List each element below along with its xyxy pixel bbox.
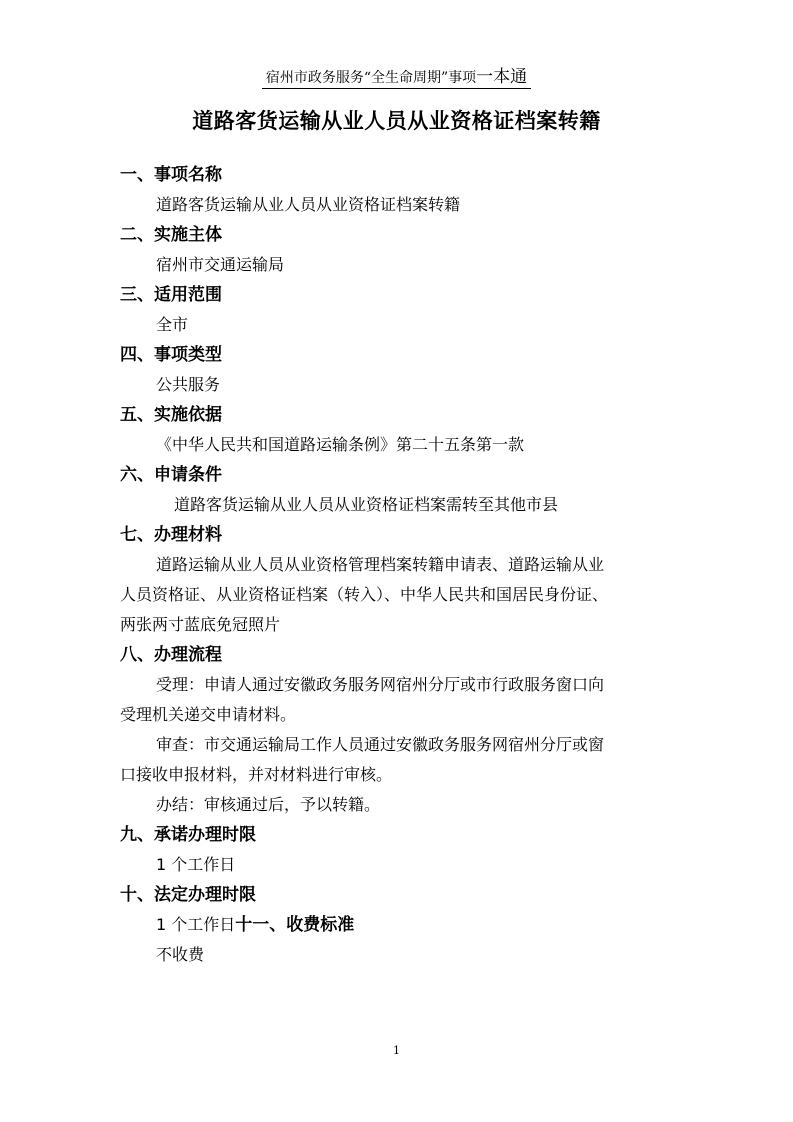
section-6-title: 六、申请条件 [120,465,222,485]
section-11-content: 不收费 [156,945,205,964]
section-7-line-1: 道路运输从业人员从业资格管理档案转籍申请表、道路运输从业 [156,555,605,574]
section-9-content: 1 个工作日 [156,855,236,874]
section-8-line-1: 受理：申请人通过安徽政务服务网宿州分厅或市行政服务窗口向 [156,675,605,694]
section-8-title: 八、办理流程 [120,645,222,665]
document-body [120,160,680,970]
section-7-line-3: 两张两寸蓝底免冠照片 [120,615,281,634]
section-4-title: 四、事项类型 [120,345,222,365]
section-10-title: 十、法定办理时限 [120,885,256,905]
section-8-line-5: 办结：审核通过后，予以转籍。 [156,795,381,814]
section-7-line-2: 人员资格证、从业资格证档案（转入）、中华人民共和国居民身份证、 [120,585,609,604]
section-8-line-3: 审查：市交通运输局工作人员通过安徽政务服务网宿州分厅或窗 [156,735,605,754]
document-title: 道路客货运输从业人员从业资格证档案转籍 [192,109,601,133]
section-7-title: 七、办理材料 [120,525,222,545]
section-2-title: 二、实施主体 [120,225,222,245]
section-10-content: 1 个工作日 [156,915,236,934]
page-header [0,62,793,89]
section-5-title: 五、实施依据 [120,405,222,425]
section-11-title: 十一、收费标准 [235,915,355,935]
section-8-line-4: 口接收申报材料，并对材料进行审核。 [120,765,393,784]
section-3-content: 全市 [156,315,189,334]
section-6-content: 道路客货运输从业人员从业资格证档案需转至其他市县 [174,495,559,514]
section-2-content: 宿州市交通运输局 [156,255,285,274]
section-4-content: 公共服务 [156,375,221,394]
header-text: 宿州市政务服务“全生命周期”事项 [265,70,477,86]
section-5-content: 《中华人民共和国道路运输条例》第二十五条第一款 [156,435,525,454]
page-number: 1 [393,1044,400,1057]
section-8-line-2: 受理机关递交申请材料。 [120,705,297,724]
section-10-content-line [120,910,680,940]
section-3-title: 三、适用范围 [120,285,222,305]
section-9-title: 九、承诺办理时限 [120,825,256,845]
section-1-content: 道路客货运输从业人员从业资格证档案转籍 [156,195,461,214]
header-big-text: 一本通 [476,67,528,87]
header-line [262,62,531,89]
section-1-title: 一、事项名称 [120,165,222,185]
